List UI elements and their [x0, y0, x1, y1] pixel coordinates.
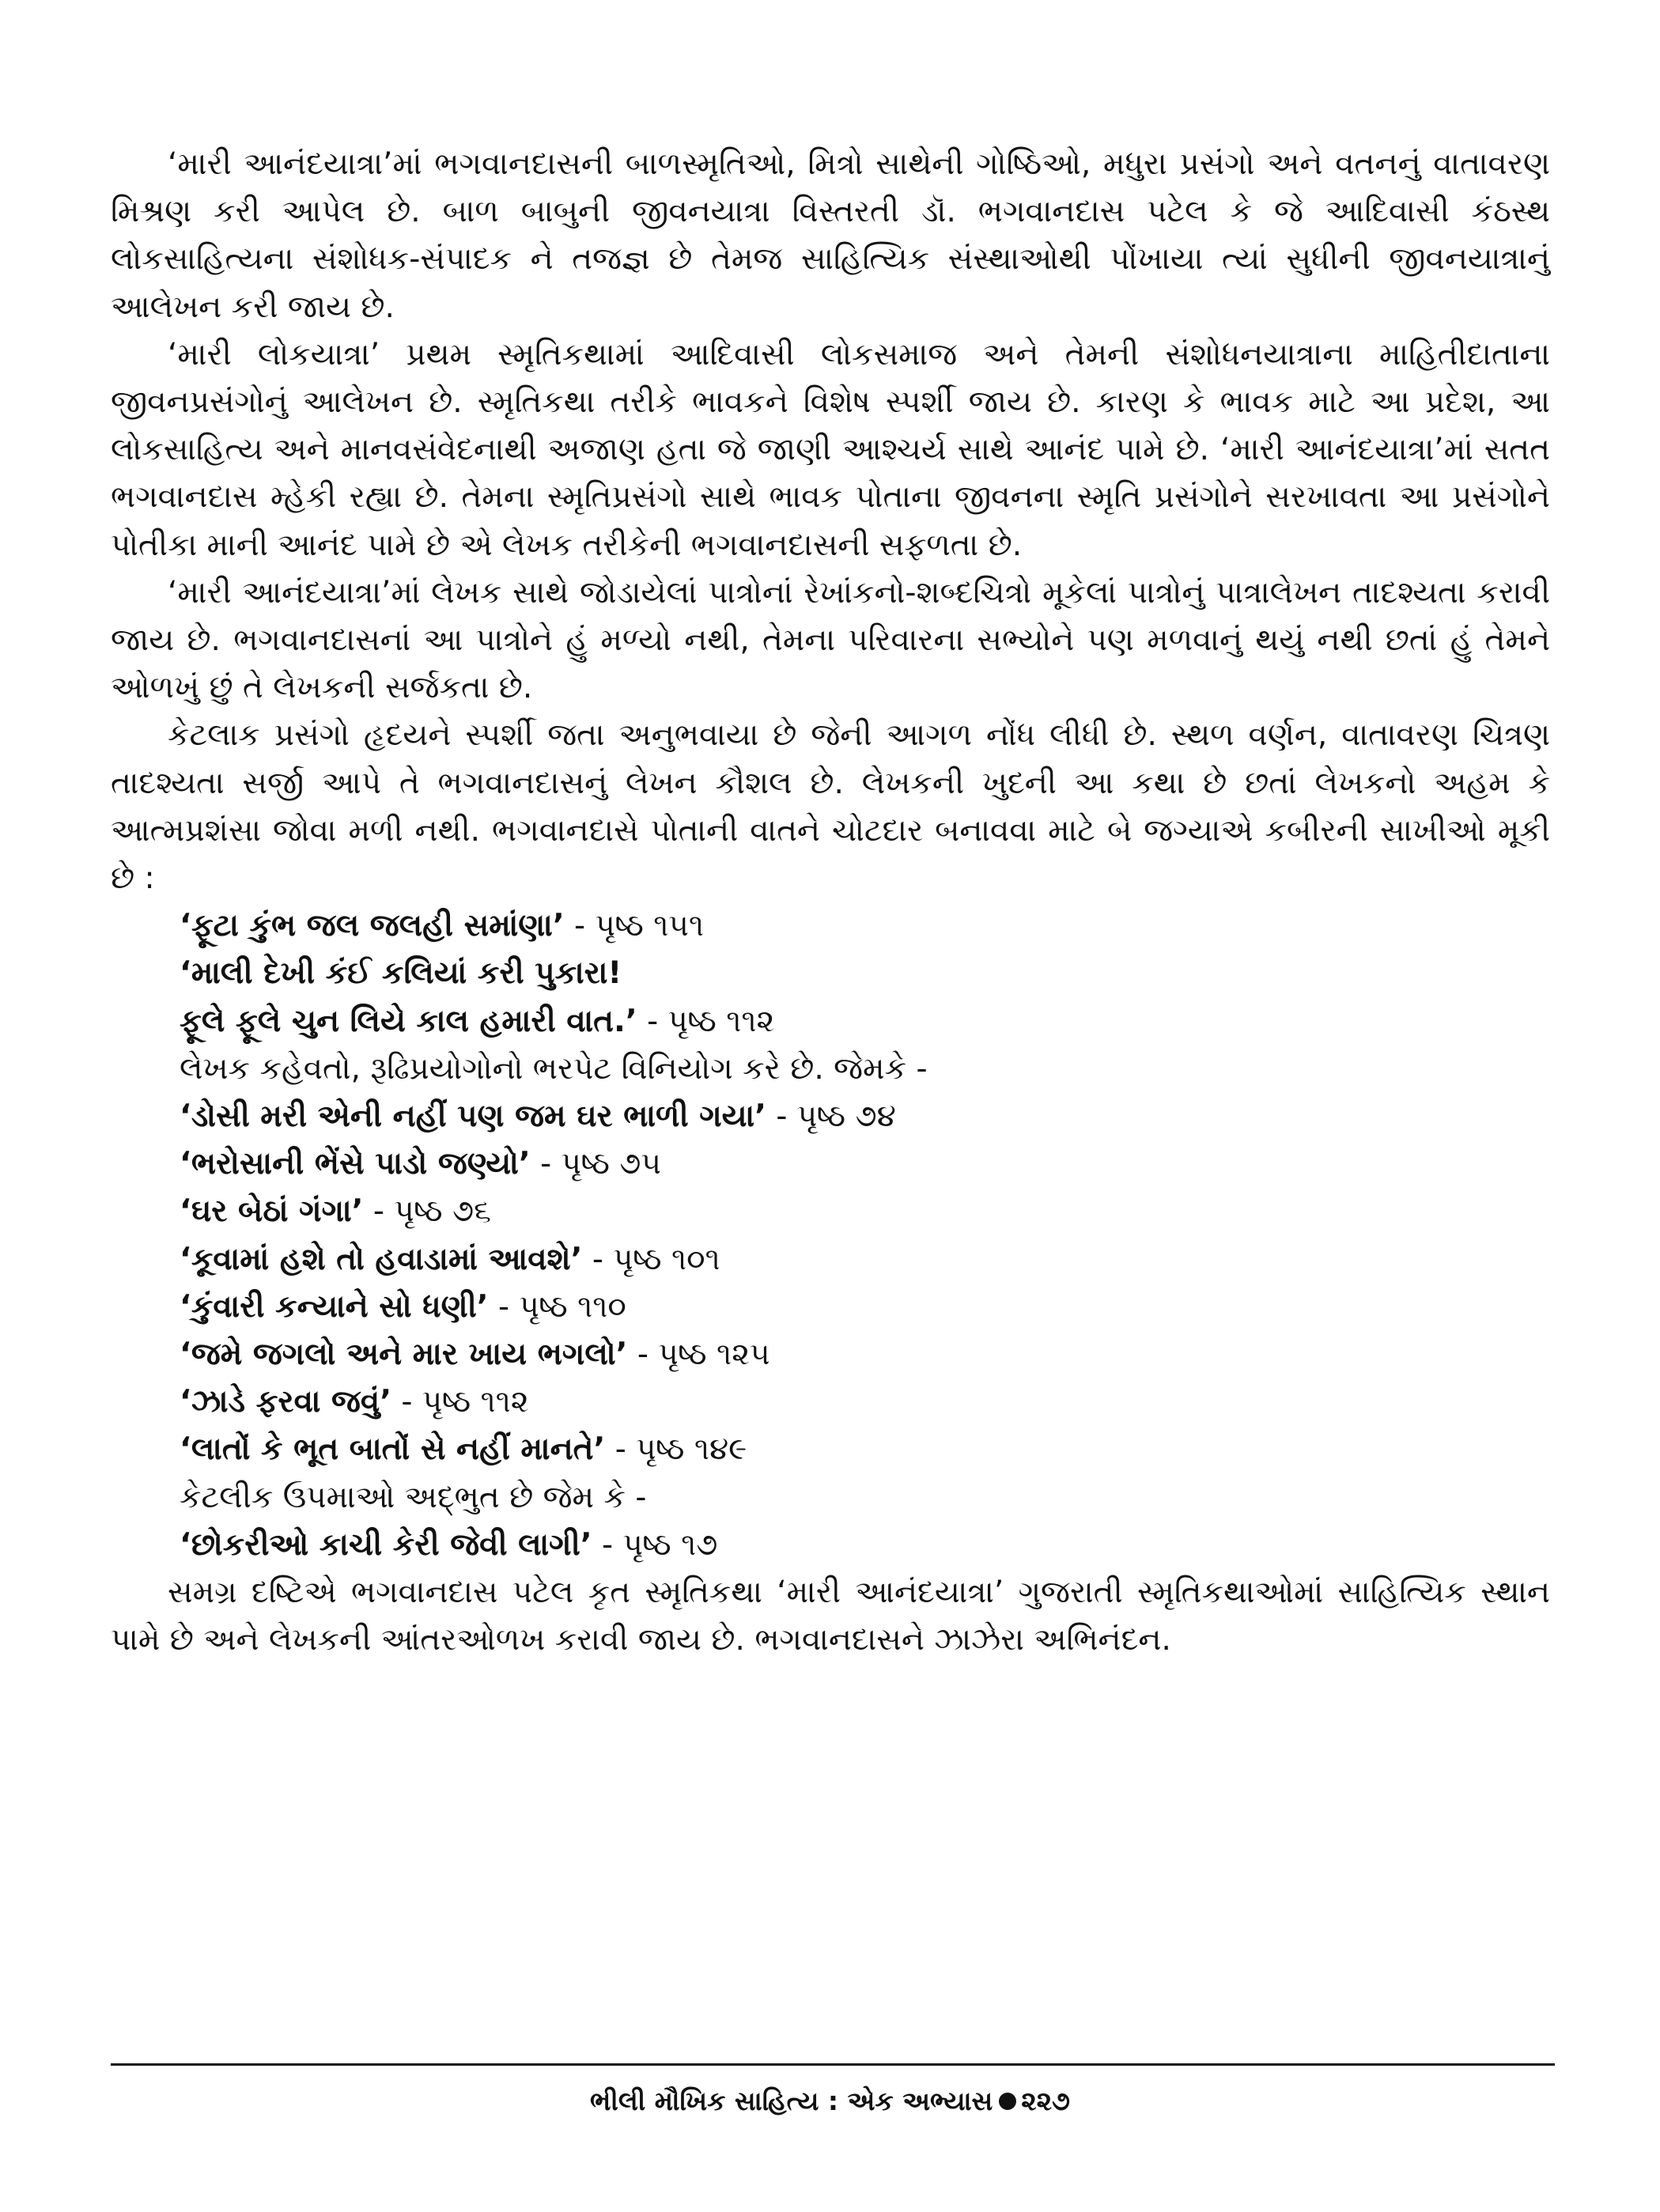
paragraph-2: ‘મારી લોકયાત્રા’ પ્રથમ સ્મૃતિકથામાં આદિવાસી લોકસમાજ અને તેમની સંશોધનયાત્રાના માહિતીદાતાના જીવનપ્રસંગોનું આલેખન છે. સ્મૃતિકથા તરીકે ભાવકને વિશેષ સ્પર્શી જાય છે. કારણ કે ભાવક માટે આ પ્રદેશ, આ લોકસાહિત્ય અને માનવસંવેદનાથી અજાણ હતા જે જાણી આશ્ચર્ય સાથે આનંદ પામે છે. ‘મારી આનંદયાત્રા’માં સતત ભગવાનદાસ મ્હેકી રહ્યા છે. તેમના સ્મૃતિપ્રસંગો સાથે ભાવક પોતાના જીવનના સ્મૃતિ પ્રસંગોને સરખાવતા આ પ્રસંગોને પોતીકા માની આનંદ પામે છે એ લેખક તરીકેની ભગવાનદાસની સફળતા છે. — [111, 336, 1550, 563]
quote-text: ‘ઘર બેઠાં ગંગા’ — [180, 1193, 364, 1230]
quote-line — [180, 1284, 1550, 1331]
paragraph-5: સમગ્ર દષ્ટિએ ભગવાનદાસ પટેલ કૃત સ્મૃતિકથા ‘મારી આનંદયાત્રા’ ગુજરાતી સ્મૃતિકથાઓમાં સાહિત્યિક સ્થાન પામે છે અને લેખકની આંતરઓળખ કરાવી જાય છે. ભગવાનદાસને ઝાઝેરા અભિનંદન. — [111, 1575, 1550, 1658]
quote-page-ref: - પૃષ્ઠ ૧૧૦ — [488, 1288, 626, 1325]
paragraph-1: ‘મારી આનંદયાત્રા’માં ભગવાનદાસની બાળસ્મૃતિઓ, મિત્રો સાથેની ગોષ્ઠિઓ, મધુરા પ્રસંગો અને વતનનું વાતાવરણ મિશ્રણ કરી આપેલ છે. બાળ બાબુની જીવનયાત્રા વિસ્તરતી ડૉ. ભગવાનદાસ પટેલ કે જે આદિવાસી કંઠસ્થ લોકસાહિત્યના સંશોધક-સંપાદક ને તજજ્ઞ છે તેમજ સાહિત્યિક સંસ્થાઓથી પોંખાયા ત્યાં સુધીની જીવનયાત્રાનું આલેખન કરી જાય છે. — [111, 146, 1550, 325]
footer-book-title: ભીલી મૌખિક સાહિત્ય : એક અભ્યાસ — [590, 2085, 993, 2116]
quote-text: ફૂલે ફૂલે ચુન લિયે કાલ હમારી વાત.’ — [180, 1003, 637, 1039]
quote-line — [180, 1331, 1550, 1378]
quote-text: ‘છોકરીઓ કાચી કેરી જેવી લાગી’ — [180, 1526, 592, 1563]
intro-line: કેટલીક ઉપમાઓ અદ્ભુત છે જેમ કે - — [180, 1479, 647, 1515]
quote-page-ref: - પૃષ્ઠ ૧૪૯ — [605, 1431, 747, 1468]
quote-line — [180, 1140, 1550, 1188]
quote-page-ref: - પૃષ્ઠ ૧૧૨ — [637, 1003, 775, 1039]
quote-text: ‘જમે જગલો અને માર ખાય ભગલો’ — [180, 1337, 628, 1373]
page-footer — [0, 2084, 1660, 2119]
quote-line — [180, 998, 1550, 1046]
page-body — [111, 141, 1550, 1665]
intro-line: લેખક કહેવતો, રૂઢિપ્રયોગોનો ભરપેટ વિનિયોગ કરે છે. જેમકે - — [180, 1050, 928, 1087]
footer-divider — [111, 2063, 1555, 2066]
quote-line — [180, 902, 1550, 950]
quote-line — [180, 1378, 1550, 1426]
quote-text: ‘લાતોં કે ભૂત બાતોં સે નહીં માનતે’ — [180, 1431, 606, 1468]
quotes-block — [111, 902, 1550, 1569]
quote-text: ‘માલી દેખી કંઈ કલિયાં કરી પુકારા! — [180, 955, 622, 992]
quote-page-ref: - પૃષ્ઠ ૧૭ — [592, 1526, 718, 1563]
quote-page-ref: - પૃષ્ઠ ૧૦૧ — [582, 1241, 720, 1277]
quote-text: ‘કૂવામાં હશે તો હવાડામાં આવશે’ — [180, 1241, 583, 1277]
paragraph-3: ‘મારી આનંદયાત્રા’માં લેખક સાથે જોડાયેલાં પાત્રોનાં રેખાંકનો-શબ્દચિત્રો મૂકેલાં પાત્રોનું પાત્રાલેખન તાદશ્યતા કરાવી જાય છે. ભગવાનદાસનાં આ પાત્રોને હું મળ્યો નથી, તેમના પરિવારના સભ્યોને પણ મળવાનું થયું નથી છતાં હું તેમને ઓળખું છું તે લેખકની સર્જકતા છે. — [111, 574, 1550, 706]
quote-page-ref: - પૃષ્ઠ ૧૧૨ — [391, 1384, 529, 1420]
quote-text: ‘ભરોસાની ભેંસે પાડો જણ્યો’ — [180, 1146, 531, 1182]
quote-line — [180, 1426, 1550, 1473]
quote-page-ref: - પૃષ્ઠ ૧૫૧ — [564, 908, 705, 944]
quote-page-ref: - પૃષ્ઠ ૭૪ — [766, 1098, 896, 1135]
quote-page-ref: - પૃષ્ઠ ૭૬ — [363, 1193, 491, 1230]
quote-page-ref: - પૃષ્ઠ ૧૨૫ — [627, 1337, 770, 1373]
quote-line — [180, 1093, 1550, 1140]
quote-line — [180, 950, 1550, 997]
quote-text: ‘ફૂટા કુંભ જલ જલહી સમાંણા’ — [180, 908, 565, 944]
page-number: ૨૨૭ — [1021, 2085, 1070, 2116]
quote-line — [180, 1188, 1550, 1235]
quote-line — [180, 1522, 1550, 1569]
bullet-icon — [999, 2093, 1016, 2110]
quote-line — [180, 1236, 1550, 1284]
quote-text: ‘કુંવારી કન્યાને સો ધણી’ — [180, 1288, 489, 1325]
quote-page-ref: - પૃષ્ઠ ૭૫ — [530, 1146, 662, 1182]
paragraph-4: કેટલાક પ્રસંગો હૃદયને સ્પર્શી જતા અનુભવાયા છે જેની આગળ નોંધ લીધી છે. સ્થળ વર્ણન, વાતાવરણ ચિત્રણ તાદશ્યતા સર્જી આપે તે ભગવાનદાસનું લેખન કૌશલ છે. લેખકની ખુદની આ કથા છે છતાં લેખકનો અહમ કે આત્મપ્રશંસા જોવા મળી નથી. ભગવાનદાસે પોતાની વાતને ચોટદાર બનાવવા માટે બે જગ્યાએ કબીરની સાખીઓ મૂકી છે : — [111, 717, 1550, 897]
quote-text: ‘ઝાડે ફરવા જવું’ — [180, 1384, 392, 1420]
quote-text: ‘ડોસી મરી એની નહીં પણ જમ ઘર ભાળી ગયા’ — [180, 1098, 766, 1135]
